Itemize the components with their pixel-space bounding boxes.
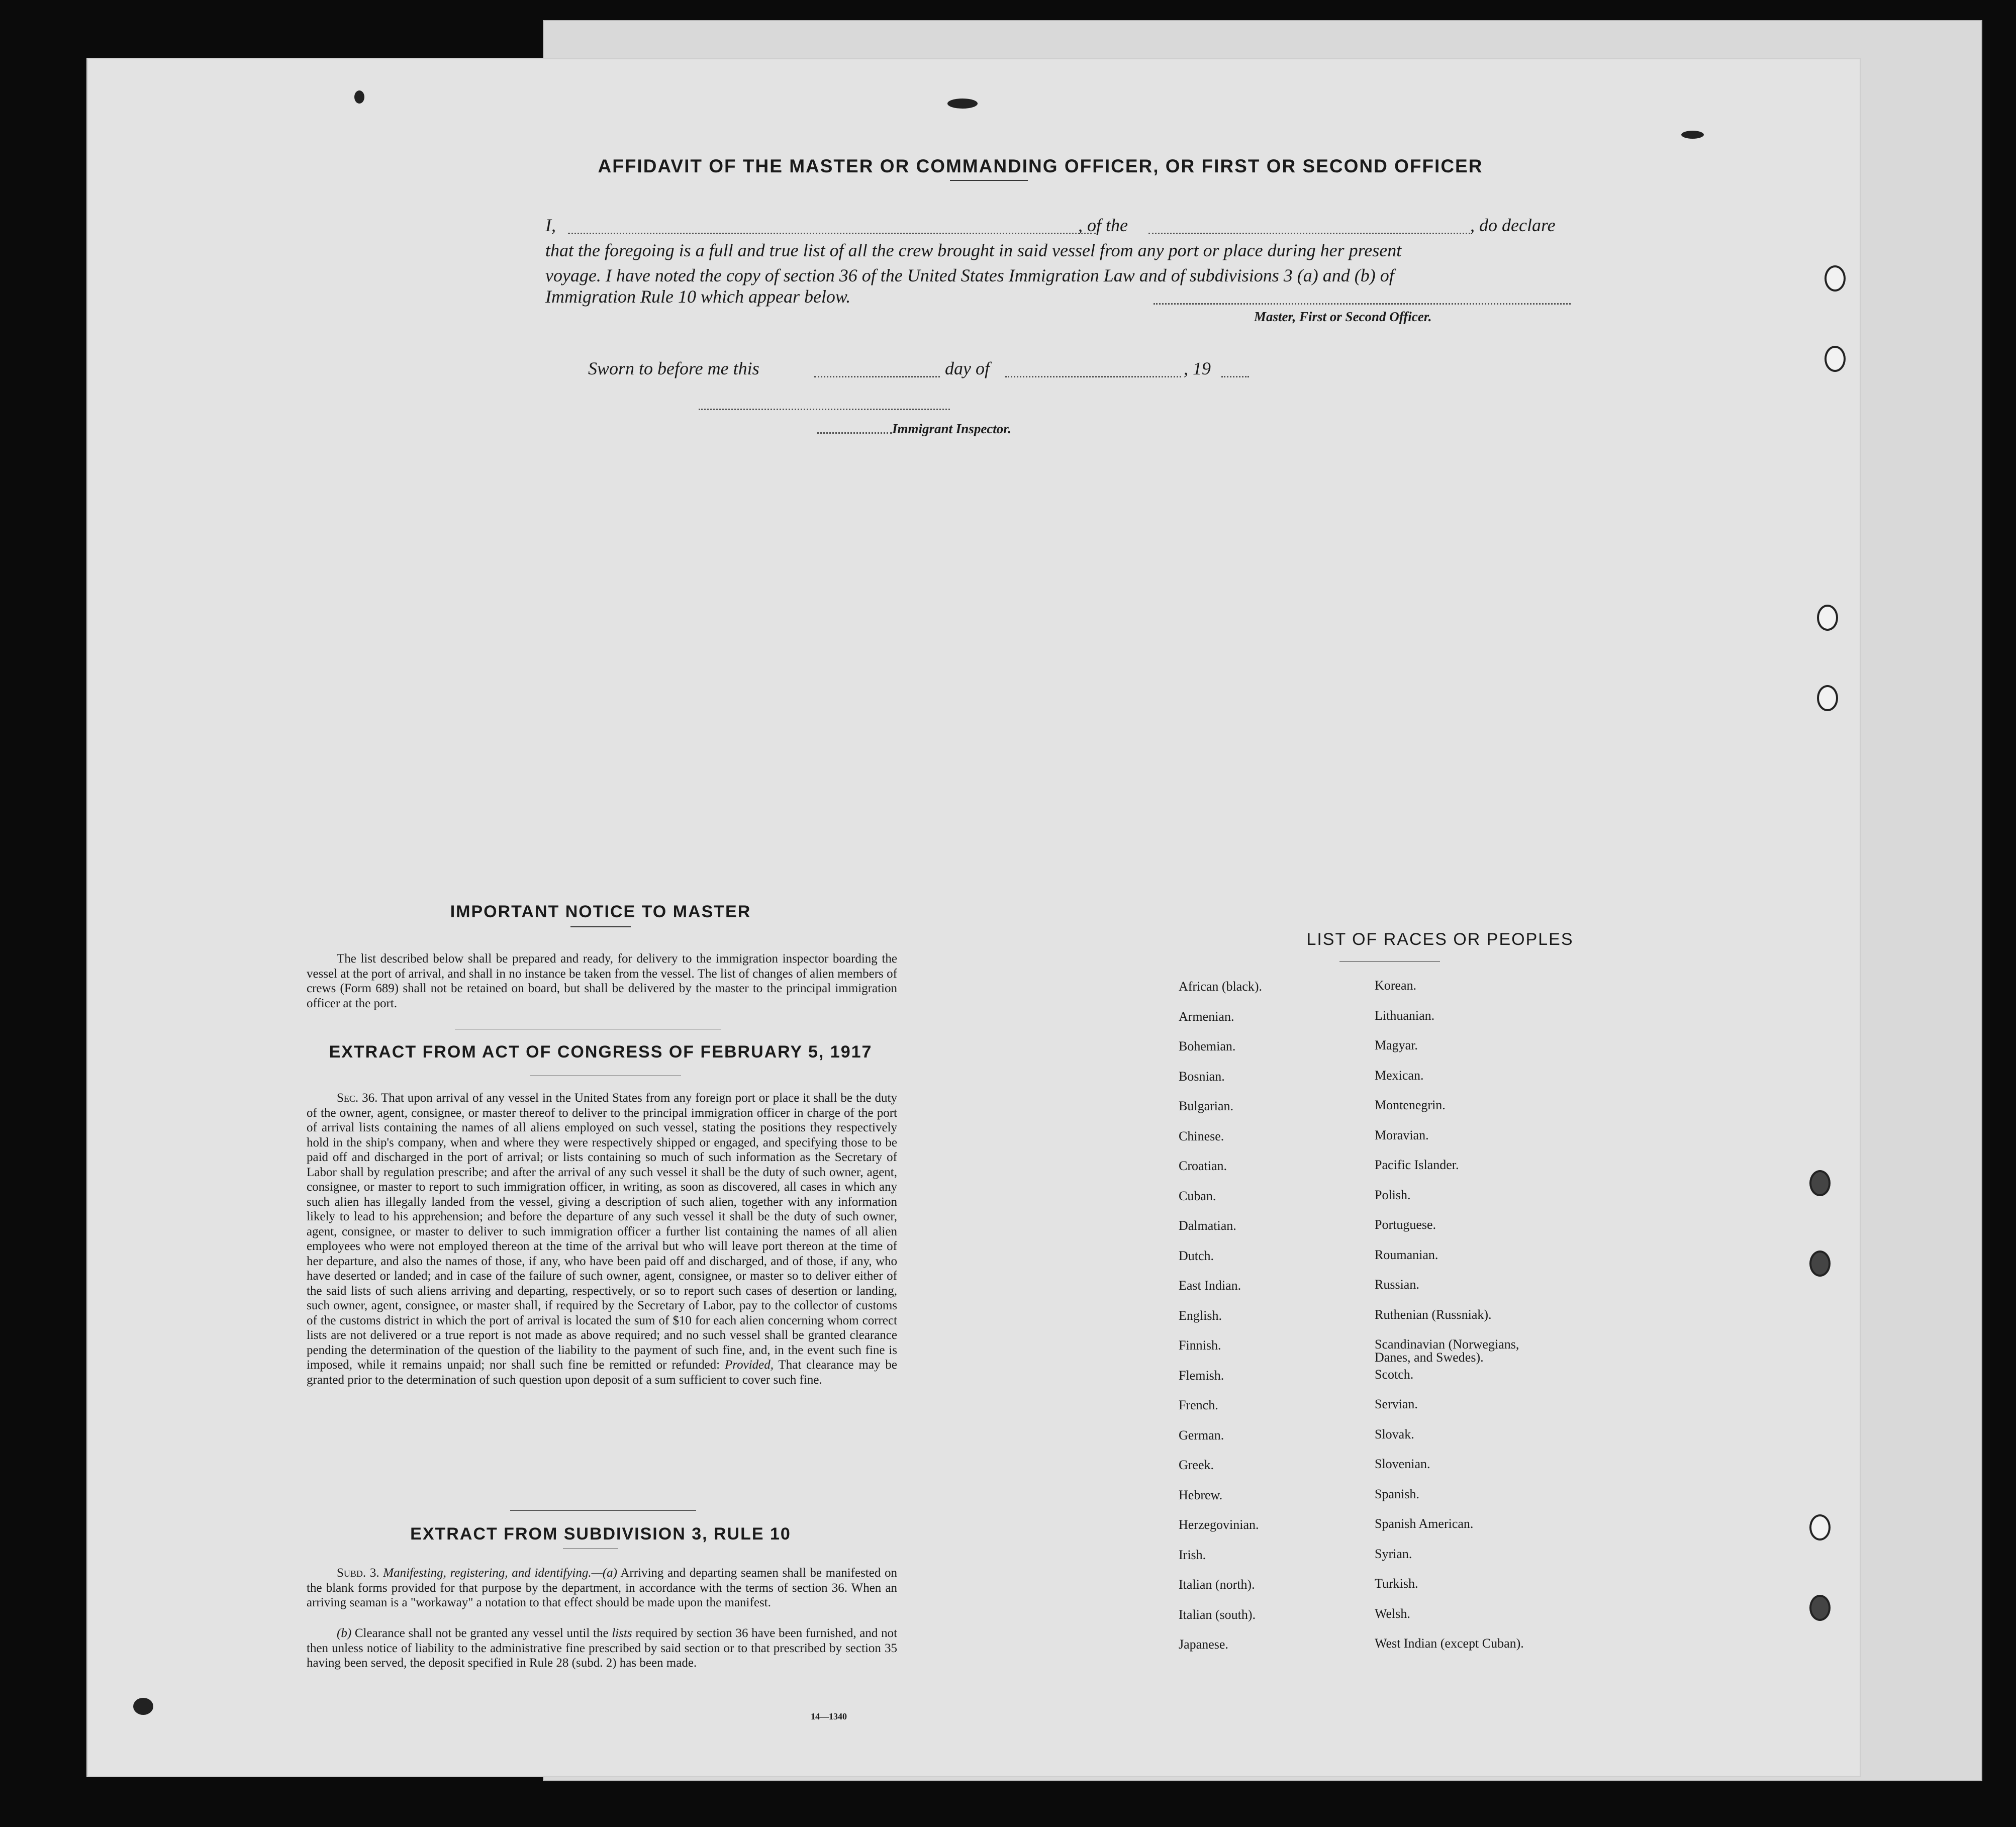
signature-blank <box>1154 303 1571 305</box>
rule-subd-heading: Manifesting, registering, and identifying.—(a) <box>383 1566 618 1580</box>
race-item: Slovak. <box>1375 1426 1414 1441</box>
ink-smudge <box>354 90 364 104</box>
race-item: African (black). <box>1179 979 1263 994</box>
race-item: Bulgarian. <box>1179 1099 1234 1113</box>
sworn-year: , 19 <box>1184 358 1211 378</box>
binder-hole <box>1825 265 1846 292</box>
ink-smudge <box>133 1698 153 1715</box>
bleed-through-text <box>1646 155 1650 177</box>
ink-smudge <box>1681 131 1704 139</box>
race-item: French. <box>1179 1398 1218 1412</box>
rule-subd-text: Arriving and departing seamen shall be manifested on the blank forms provided for that purpose by the department, in accordance with the terms of section 36. When an arriving seaman is a "workaway" a notation to that effect should be made upon the manifest. <box>307 1566 898 1609</box>
rule-b-lists: lists <box>612 1626 632 1640</box>
binder-hole <box>1817 685 1838 711</box>
race-item: Hebrew. <box>1179 1487 1223 1502</box>
race-item: West Indian (except Cuban). <box>1375 1636 1524 1651</box>
race-item: Korean. <box>1375 978 1417 993</box>
act-section-label: Sec. 36. <box>337 1091 378 1105</box>
binder-hole <box>1809 1595 1831 1621</box>
race-item: Scotch. <box>1375 1367 1414 1382</box>
race-item: Scandinavian (Norwegians, Danes, and Swedes). <box>1375 1337 1519 1365</box>
race-item: Montenegrin. <box>1375 1098 1446 1112</box>
act-extract-title: EXTRACT FROM ACT OF CONGRESS OF FEBRUARY 5, 1917 <box>329 1042 873 1062</box>
rule-b-text-1: Clearance shall not be granted any vessel until the <box>354 1626 609 1640</box>
race-item: Dalmatian. <box>1179 1218 1236 1233</box>
race-item: Herzegovinian. <box>1179 1517 1259 1532</box>
inspector-signature-blank <box>699 409 950 410</box>
inspector-signature-blank-2 <box>817 432 892 434</box>
rule-subd-label: Subd. 3. <box>337 1566 379 1580</box>
declaration-line-1 <box>545 213 1581 238</box>
sworn-day-of: day of <box>945 358 990 378</box>
race-item: Welsh. <box>1375 1606 1410 1621</box>
notice-title: IMPORTANT NOTICE TO MASTER <box>450 902 751 921</box>
inspector-label: Immigrant Inspector. <box>892 421 1012 436</box>
race-item: Greek. <box>1179 1458 1214 1472</box>
race-item: Magyar. <box>1375 1038 1418 1052</box>
race-item: Italian (north). <box>1179 1577 1255 1592</box>
race-item: Ruthenian (Russniak). <box>1375 1307 1492 1322</box>
race-item: Japanese. <box>1179 1637 1228 1652</box>
binder-hole <box>1809 1170 1831 1196</box>
race-item: English. <box>1179 1308 1222 1323</box>
binder-hole <box>1809 1514 1831 1541</box>
form-number: 14—1340 <box>811 1711 847 1721</box>
race-item: Croatian. <box>1179 1159 1227 1173</box>
race-item: Syrian. <box>1375 1546 1412 1561</box>
race-item: Chinese. <box>1179 1128 1224 1143</box>
binder-hole <box>1809 1251 1831 1277</box>
declaration-do-declare: , do declare <box>1470 215 1556 235</box>
title-underline <box>950 180 1028 181</box>
race-item: East Indian. <box>1179 1278 1241 1293</box>
act-extract-divider <box>510 1510 696 1511</box>
binder-hole <box>1825 346 1846 372</box>
act-provided: Provided, <box>725 1358 774 1372</box>
vessel-blank <box>1148 233 1470 234</box>
rule-b-text-2: required by section 36 have been furnished, and not then unless notice of liability to the administrative fine prescribed by said section or to that prescribed by section 35 having been served, the deposit specified in Rule 28 (subd. 2) has been made. <box>307 1626 898 1670</box>
sworn-month-blank <box>1005 376 1181 377</box>
act-section-text-end: That clearance may be granted prior to the determination of such question upon deposit of a sum sufficient to cover such fine. <box>307 1358 897 1387</box>
sworn-prefix: Sworn to before me this <box>588 358 759 378</box>
rule-extract-title: EXTRACT FROM SUBDIVISION 3, RULE 10 <box>410 1524 791 1544</box>
sworn-line <box>543 356 1246 381</box>
name-blank <box>568 233 1096 234</box>
race-item: Polish. <box>1375 1187 1411 1202</box>
act-extract-text <box>307 1091 897 1387</box>
races-underline <box>1339 961 1440 962</box>
races-title: LIST OF RACES OR PEOPLES <box>1306 930 1574 949</box>
race-item: Lithuanian. <box>1375 1008 1435 1023</box>
rule-extract-subd-b <box>307 1626 897 1671</box>
race-item: Bohemian. <box>1179 1039 1236 1053</box>
rule-extract-subd-a <box>307 1566 897 1610</box>
race-item: Dutch. <box>1179 1248 1214 1263</box>
race-item: Mexican. <box>1375 1068 1424 1083</box>
notice-underline <box>570 926 631 927</box>
race-item: Roumanian. <box>1375 1247 1438 1262</box>
notice-text: The list described below shall be prepared and ready, for delivery to the immigration inspector boarding the vessel at the port of arrival, and shall in no instance be taken from the vessel. The list of changes of alien members of crews (Form 689) shall not be retained on board, but shall be delivered by the master to the principal immigration officer at the port. <box>307 952 897 1010</box>
declaration-i: I, <box>545 215 556 235</box>
declaration-line-2: that the foregoing is a full and true list of all the crew brought in said vessel from any port or place during her present <box>545 240 1402 260</box>
race-item: Spanish. <box>1375 1486 1419 1501</box>
sworn-year-blank <box>1221 376 1249 377</box>
rule-b-label: (b) <box>337 1626 352 1640</box>
act-section-text: That upon arrival of any vessel in the United States from any foreign port or place it shall be the duty of the owner, agent, consignee, or master thereof to deliver to the principal immigration officer in charge of the port of arrival lists containing the names of all aliens employed on such vessel, stating the positions they respectively hold in the ship's company, when and where they were respectively shipped or engaged, and specifying those to be paid off and discharged in the port of arrival; or lists containing so much of such information as the Secretary of Labor shall by regulation prescribe; and after the arrival of any such vessel it shall be the duty of such owner, agent, consignee, or master to report to such immigration officer, in writing, as soon as discovered, all cases in which any such alien has illegally landed from the vessel, giving a description of such alien, together with any information likely to lead to his apprehension; and before the departure of any such vessel it shall be the duty of such owner, agent, consignee, or master to deliver to such immigration officer a further list containing the names of all alien employees who were not employed thereon at the time of the arrival but who will leave port thereon at the time of her departure, and also the names of those, if any, who have been paid off and discharged, and of those, if any, who have deserted or landed; and in case of the failure of such owner, agent, consignee, or master so to deliver either of the said lists of such aliens arriving and departing, respectively, or so to report such cases of desertion or landing, such owner, agent, consignee, or master shall, if required by the Secretary of Labor, pay to the collector of customs of the customs district in which the port of arrival is located the sum of $10 for each alien concerning whom correct lists are not delivered or a true report is not made as above required; and no such vessel shall be granted clearance pending the determination of the question of the liability to the payment of such fine, and, in the event such fine is imposed, while it remains unpaid; nor shall such fine be remitted or refunded: <box>307 1091 897 1372</box>
declaration-of-the: , of the <box>1078 215 1128 235</box>
declaration-line-4: Immigration Rule 10 which appear below. <box>545 286 851 307</box>
sworn-day-blank <box>814 376 940 377</box>
race-item: Portuguese. <box>1375 1217 1436 1232</box>
race-item: Armenian. <box>1179 1009 1234 1024</box>
document-page <box>88 59 1860 1776</box>
race-item: Moravian. <box>1375 1127 1429 1142</box>
race-item: Bosnian. <box>1179 1069 1225 1084</box>
race-item: Irish. <box>1179 1547 1206 1562</box>
race-item: Pacific Islander. <box>1375 1158 1459 1172</box>
race-item: German. <box>1179 1427 1224 1443</box>
race-item: Cuban. <box>1179 1188 1216 1203</box>
race-item: Finnish. <box>1179 1338 1221 1353</box>
declaration-line-3: voyage. I have noted the copy of section 36 of the United States Immigration Law and of subdivisions 3 (a) and (b) of <box>545 265 1394 285</box>
ink-smudge <box>947 99 978 109</box>
race-item: Servian. <box>1375 1397 1418 1411</box>
race-item: Flemish. <box>1179 1368 1224 1383</box>
signature-label: Master, First or Second Officer. <box>1254 309 1432 324</box>
affidavit-title: AFFIDAVIT OF THE MASTER OR COMMANDING OFFICER, OR FIRST OR SECOND OFFICER <box>598 156 1483 176</box>
race-item: Italian (south). <box>1179 1607 1256 1622</box>
race-item: Turkish. <box>1375 1576 1418 1591</box>
race-item: Russian. <box>1375 1277 1419 1292</box>
binder-hole <box>1817 605 1838 631</box>
race-item: Slovenian. <box>1375 1457 1430 1471</box>
race-item: Spanish American. <box>1375 1516 1474 1531</box>
